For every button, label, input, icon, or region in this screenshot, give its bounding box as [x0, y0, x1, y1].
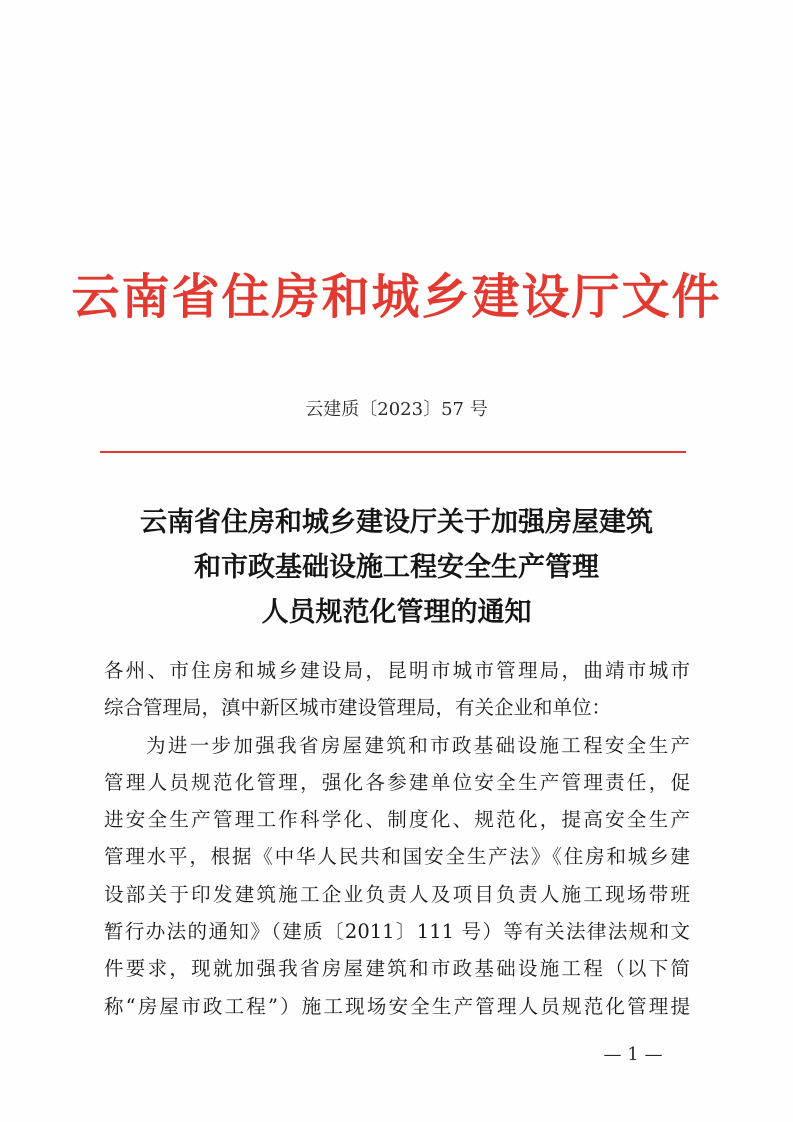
notice-title-line: 人员规范化管理的通知 [261, 597, 532, 628]
paragraph-line: 设部关于印发建筑施工企业负责人及项目负责人施工现场带班 [104, 882, 690, 906]
paragraph-line: 为进一步加强我省房屋建筑和市政基础设施工程安全生产 [146, 733, 690, 757]
notice-title-line: 云南省住房和城乡建设厅关于加强房屋建筑 [140, 507, 653, 538]
paragraph-line: 暂行办法的通知》（建质〔2011〕111 号）等有关法律法规和文 [104, 920, 690, 944]
paragraph-line: 管理水平，根据《中华人民共和国安全生产法》《住房和城乡建 [104, 845, 690, 869]
paragraph-line: 进安全生产管理工作科学化、制度化、规范化，提高安全生产 [104, 808, 690, 832]
red-divider-line [100, 451, 686, 453]
paragraph-line: 件要求，现就加强我省房屋建筑和市政基础设施工程（以下简 [104, 957, 690, 981]
notice-body [104, 652, 690, 1025]
addressee-line: 综合管理局，滇中新区城市建设管理局，有关企业和单位： [104, 696, 612, 720]
notice-title [80, 500, 713, 635]
paragraph-line: 管理人员规范化管理，强化各参建单位安全生产管理责任，促 [104, 770, 690, 794]
paragraph-line: 称“房屋市政工程”）施工现场安全生产管理人员规范化管理提 [104, 994, 690, 1018]
notice-title-line: 和市政基础设施工程安全生产管理 [194, 552, 599, 583]
addressee-line: 各州、市住房和城乡建设局，昆明市城市管理局，曲靖市城市 [104, 659, 690, 682]
document-number: 云建质〔2023〕57 号 [305, 399, 488, 420]
masthead-title: 云南省住房和城乡建设厅文件 [71, 269, 722, 325]
page-number: — 1 — [603, 1044, 663, 1065]
